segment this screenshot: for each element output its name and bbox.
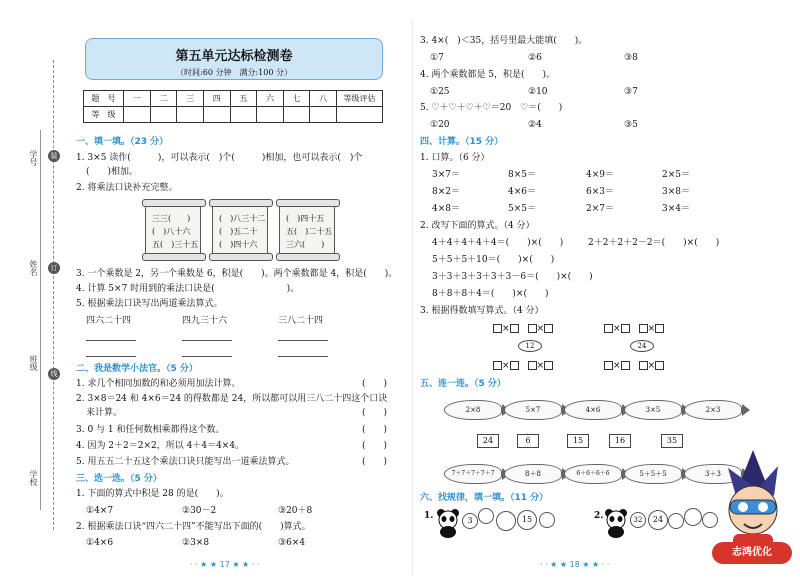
label-class: 班级	[29, 355, 38, 371]
score-cell: 八	[310, 91, 337, 107]
grade-input[interactable]	[283, 107, 310, 123]
number-box-5[interactable]: 35	[661, 434, 683, 448]
grade-input[interactable]	[150, 107, 177, 123]
page-number-right-value: 18	[569, 560, 580, 569]
answer-line[interactable]	[182, 340, 232, 341]
judge-item-3: 3. 0 与 1 和任何数相乘都得这个数。	[76, 425, 225, 435]
label-school: 学校	[29, 470, 38, 486]
score-cell: 等级评估	[337, 91, 383, 107]
scroll-line: ( )四十五	[286, 214, 325, 223]
oral-calc[interactable]: 4×6＝	[508, 187, 536, 197]
pattern-1-cell[interactable]: 3	[462, 513, 478, 529]
target-oval-2: 24	[630, 340, 654, 352]
cut-line	[53, 60, 54, 530]
choice-q2-opt-3[interactable]: ③6×4	[278, 538, 306, 548]
rewrite-item-2[interactable]: 2＋2＋2＋2－2＝( )×( )	[588, 238, 720, 248]
grade-input[interactable]	[203, 107, 230, 123]
fish-top-1[interactable]: 2×8	[444, 400, 502, 420]
judge-item-1: 1. 求几个相同加数的和必须用加法计算。	[76, 379, 241, 389]
section-4-title: 四、计算。（15 分）	[420, 137, 504, 147]
page-number-left: · · ★ ★ 17 ★ ★ · ·	[190, 560, 260, 569]
pattern-2-cell[interactable]	[668, 513, 684, 529]
scroll-line: ( )五二十	[219, 227, 258, 236]
scroll-line: 三六( )	[286, 240, 325, 249]
answer-line[interactable]	[278, 340, 328, 341]
number-box-1[interactable]: 24	[477, 434, 499, 448]
bind-circle-3: 线	[48, 368, 60, 380]
rewrite-item-5[interactable]: 8＋8＋8＋4＝( )×( )	[432, 289, 549, 299]
rewrite-item-1[interactable]: 4＋4＋4＋4＋4＝( )×( )	[432, 238, 564, 248]
oral-calc[interactable]: 2×7＝	[586, 204, 614, 214]
scroll-line: ( )八十六	[152, 227, 191, 236]
q1-3-text: 3. 一个乘数是 2，另一个乘数是 6，积是( )。两个乘数都是 4，积是( )。	[76, 269, 398, 279]
pattern-2-cell[interactable]	[684, 508, 702, 526]
oral-calc[interactable]: 2×5＝	[662, 170, 690, 180]
oral-calc[interactable]: 8×2＝	[432, 187, 460, 197]
choice-q2-opt-2[interactable]: ②3×8	[182, 538, 210, 548]
section-2-title: 二、我是数学小法官。（5 分）	[76, 364, 198, 374]
grade-input[interactable]	[257, 107, 284, 123]
section-3-title: 三、选一选。（5 分）	[76, 474, 162, 484]
fish-bottom-3[interactable]: 6＋6＋6＋6	[564, 464, 622, 484]
oral-calc[interactable]: 8×5＝	[508, 170, 536, 180]
grade-input[interactable]	[337, 107, 383, 123]
score-table	[83, 90, 383, 123]
oral-calc[interactable]: 4×9＝	[586, 170, 614, 180]
bind-circle-1: 装	[48, 150, 60, 162]
page-number-left-value: 17	[219, 560, 230, 569]
oral-calc[interactable]: 6×3＝	[586, 187, 614, 197]
calc-q1: 1. 口算。（6 分）	[420, 153, 490, 163]
q1-4-text: 4. 计算 5×7 时用到的乘法口诀是( )。	[76, 284, 300, 294]
choice-q5-opt-2[interactable]: ②4	[528, 120, 542, 130]
choice-q4: 4. 两个乘数都是 5，积是( )。	[420, 70, 556, 80]
score-row-grade	[84, 107, 383, 123]
label-name: 姓名	[29, 260, 38, 276]
score-cell: 二	[150, 91, 177, 107]
score-row-header	[84, 91, 383, 107]
rewrite-item-3[interactable]: 5＋5＋5＋10＝( )×( )	[432, 255, 555, 265]
calc-q3: 3. 根据得数填写算式。（4 分）	[420, 306, 544, 316]
fish-top-3[interactable]: 4×6	[564, 400, 622, 420]
judge-item-2: 2. 3×8＝24 和 4×6＝24 的得数都是 24，所以都可以用三八二十四这个口诀	[76, 394, 388, 404]
score-cell: 等 级	[84, 107, 124, 123]
judge-answer-3[interactable]: ( )	[362, 425, 388, 435]
grade-input[interactable]	[310, 107, 337, 123]
choice-q2-opt-1[interactable]: ①4×6	[86, 538, 114, 548]
answer-line[interactable]	[86, 340, 136, 341]
scroll-line: ( )八三十二	[219, 214, 266, 223]
page-subtitle: （时间:60 分钟 满分:100 分）	[176, 68, 292, 77]
panda-icon	[436, 508, 460, 541]
choice-q5-opt-1[interactable]: ①20	[430, 120, 450, 130]
calc-q2: 2. 改写下面的算式。（4 分）	[420, 221, 535, 231]
judge-answer-4[interactable]: ( )	[362, 441, 388, 451]
oral-calc[interactable]: 3×4＝	[662, 204, 690, 214]
pattern-2-cell: 24	[648, 510, 668, 530]
fish-top-4[interactable]: 3×5	[624, 400, 682, 420]
title-banner	[85, 38, 383, 80]
judge-item-5: 5. 用五五二十五这个乘法口诀只能写出一道乘法算式。	[76, 457, 295, 467]
answer-line[interactable]	[182, 356, 232, 357]
page-title: 第五单元达标检测卷	[175, 49, 293, 64]
choice-q4-opt-2[interactable]: ②10	[528, 87, 548, 97]
score-cell: 四	[203, 91, 230, 107]
oral-calc[interactable]: 3×7＝	[432, 170, 460, 180]
formula-scroll-2	[212, 203, 268, 257]
choice-q3-opt-3[interactable]: ③8	[624, 53, 638, 63]
q1-5-item-2: 四九三十六	[182, 316, 228, 326]
fish-bottom-2[interactable]: 8＋8	[504, 464, 562, 484]
q1-2-text: 2. 将乘法口诀补充完整。	[76, 183, 178, 193]
section-5-title: 五、连一连。（5 分）	[420, 379, 506, 389]
choice-q1-opt-2[interactable]: ②30－2	[182, 506, 217, 516]
pattern-1-cell[interactable]	[539, 512, 555, 528]
grade-input[interactable]	[177, 107, 204, 123]
fish-top-5[interactable]: 2×3	[684, 400, 742, 420]
judge-item-4: 4. 因为 2＋2＝2×2，所以 4＋4＝4×4。	[76, 441, 245, 451]
formula-scroll-3	[279, 203, 335, 257]
q1-1-text-cont: ( )相加。	[86, 167, 139, 177]
choice-q1: 1. 下面的算式中积是 28 的是( )。	[76, 489, 229, 499]
fish-bottom-5[interactable]: 3＋3	[684, 464, 742, 484]
choice-q5-opt-3[interactable]: ③5	[624, 120, 638, 130]
score-cell: 六	[257, 91, 284, 107]
q1-5-item-3: 三八二十四	[278, 316, 324, 326]
choice-q4-opt-3[interactable]: ③7	[624, 87, 638, 97]
fish-top-2[interactable]: 5×7	[504, 400, 562, 420]
oral-calc[interactable]: 3×8＝	[662, 187, 690, 197]
pattern-1-cell[interactable]	[478, 508, 494, 524]
choice-q5: 5. ♡＋♡＋♡＋♡＝20 ♡＝( )	[420, 103, 563, 113]
scroll-line: 五( )三十五	[152, 240, 199, 249]
score-cell: 一	[124, 91, 151, 107]
grade-input[interactable]	[230, 107, 257, 123]
fill-box-row[interactable]: × ×	[493, 321, 553, 334]
choice-q1-opt-3[interactable]: ③20＋8	[278, 506, 313, 516]
judge-answer-2[interactable]: ( )	[362, 408, 388, 418]
choice-q2: 2. 根据乘法口诀“四六二十四”不能写出下面的( )算式。	[76, 522, 311, 532]
scroll-line: 五( )二十五	[286, 227, 333, 236]
fish-bottom-4[interactable]: 5＋5＋5	[624, 464, 682, 484]
choice-q3: 3. 4×( )＜35，括号里最大能填( )。	[420, 36, 588, 46]
number-box-3[interactable]: 15	[567, 434, 589, 448]
score-cell: 三	[177, 91, 204, 107]
fill-box-row[interactable]: × ×	[493, 358, 553, 371]
choice-q4-opt-1[interactable]: ①25	[430, 87, 450, 97]
mascot-badge: 志鸿优化	[712, 542, 792, 564]
scroll-line: ( )四十六	[219, 240, 258, 249]
choice-q3-opt-1[interactable]: ①7	[430, 53, 444, 63]
oral-calc[interactable]: 5×5＝	[508, 204, 536, 214]
answer-line[interactable]	[86, 356, 136, 357]
panda-icon	[604, 508, 628, 541]
oral-calc[interactable]: 4×8＝	[432, 204, 460, 214]
scroll-line: 三三( )	[152, 214, 191, 223]
label-student-id: 学号	[29, 150, 38, 166]
rewrite-item-4[interactable]: 3＋3＋3＋3＋3＋3－6＝( )×( )	[432, 272, 593, 282]
score-cell: 五	[230, 91, 257, 107]
pattern-1-label: 1.	[424, 511, 434, 521]
target-oval-1: 12	[518, 340, 542, 352]
q1-1-text: 1. 3×5 读作( )，可以表示( )个( )相加，也可以表示( )个	[76, 153, 363, 163]
pattern-2-label: 2.	[594, 511, 604, 521]
page-divider	[412, 20, 413, 575]
pattern-1-cell[interactable]	[496, 511, 516, 531]
page-number-right: · · ★ ★ 18 ★ ★ · ·	[540, 560, 610, 569]
pattern-1-cell: 15	[517, 510, 537, 530]
section-6-title: 六、找规律，填一填。（11 分）	[420, 493, 549, 503]
judge-answer-5[interactable]: ( )	[362, 457, 388, 467]
answer-line[interactable]	[278, 356, 328, 357]
number-box-4[interactable]: 16	[609, 434, 631, 448]
fill-box-row[interactable]: × ×	[604, 358, 664, 371]
formula-scroll-1	[145, 203, 201, 257]
section-1-title: 一、填一填。（23 分）	[76, 137, 169, 147]
grade-input[interactable]	[124, 107, 151, 123]
score-cell: 七	[283, 91, 310, 107]
score-cell: 题 号	[84, 91, 124, 107]
choice-q1-opt-1[interactable]: ①4×7	[86, 506, 114, 516]
judge-item-2-cont: 来计算。	[86, 408, 123, 418]
fill-box-row[interactable]: × ×	[604, 321, 664, 334]
q1-5-text: 5. 根据乘法口诀写出两道乘法算式。	[76, 299, 223, 309]
pattern-2-cell: 32	[630, 512, 646, 528]
fish-bottom-1[interactable]: 7＋7＋7＋7＋7	[444, 464, 502, 484]
fill-line	[40, 130, 41, 510]
q1-5-item-1: 四六二十四	[86, 316, 132, 326]
choice-q3-opt-2[interactable]: ②6	[528, 53, 542, 63]
bind-circle-2: 订	[48, 262, 60, 274]
number-box-2[interactable]: 6	[517, 434, 539, 448]
judge-answer-1[interactable]: ( )	[362, 379, 388, 389]
